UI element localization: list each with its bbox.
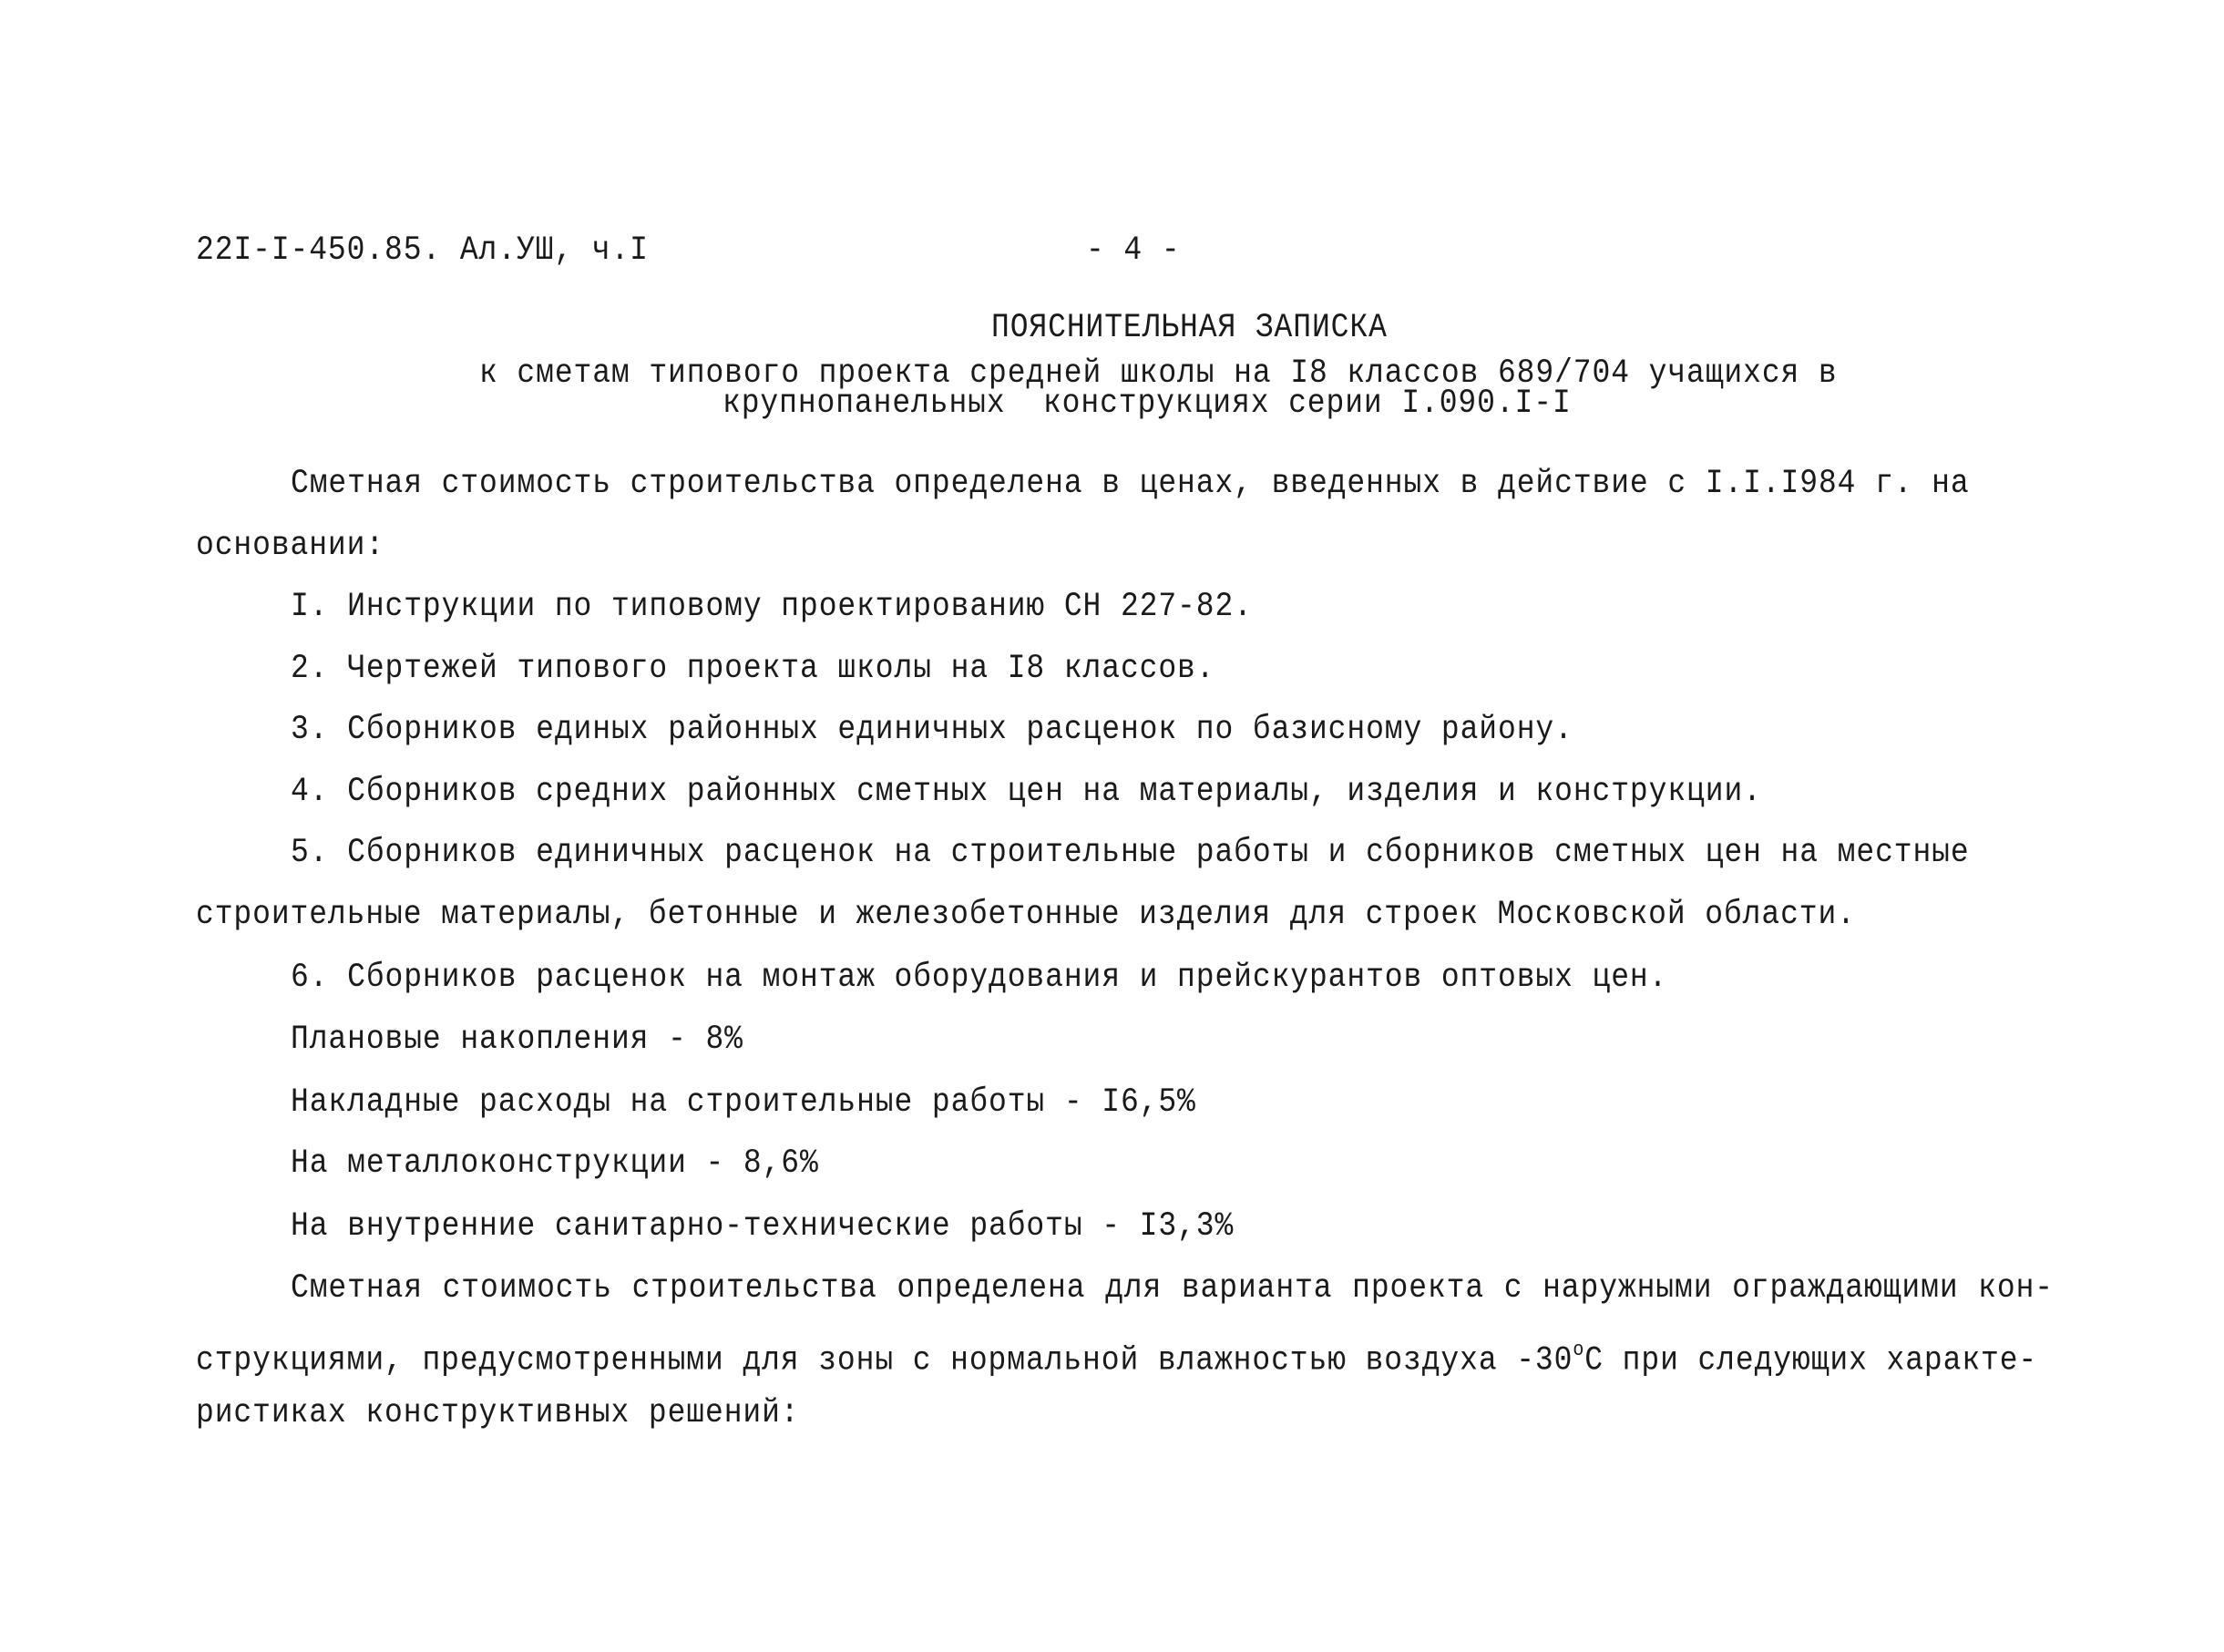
rate-line: На внутренние санитарно-технические работы - I3,3% — [291, 1206, 1235, 1246]
closing-line: ристиках конструктивных решений: — [196, 1393, 800, 1432]
basis-item: строительные материалы, бетонные и железобетонные изделия для строек Московской области. — [196, 895, 1856, 934]
basis-item: 3. Сборников единых районных единичных расценок по базисному району. — [291, 710, 1573, 749]
intro-line: основании: — [196, 526, 385, 565]
basis-item: 6. Сборников расценок на монтаж оборудования и прейскурантов оптовых цен. — [291, 958, 1668, 997]
closing-text: струкциями, предусмотренными для зоны с нормальной влажностью воздуха -30 — [196, 1341, 1573, 1380]
subtitle-line: к сметам типового проекта средней школы на I8 классов 689/704 учащихся в — [479, 354, 1838, 393]
intro-line: Сметная стоимость строительства определена в ценах, введенных в действие с I.I.I984 г. на — [291, 464, 1970, 503]
document-title: ПОЯСНИТЕЛЬНАЯ ЗАПИСКА — [991, 308, 1388, 347]
basis-item: 2. Чертежей типового проекта школы на I8 классов. — [291, 649, 1215, 688]
closing-line — [196, 1330, 2037, 1381]
closing-text: С при следующих характе- — [1584, 1341, 2038, 1380]
basis-item: 4. Сборников средних районных сметных цен на материалы, изделия и конструкции. — [291, 772, 1762, 811]
rate-line: На металлоконструкции - 8,6% — [291, 1144, 819, 1183]
page-number: - 4 - — [1086, 231, 1181, 270]
rate-line: Плановые накопления - 8% — [291, 1020, 743, 1059]
closing-line: Сметная стоимость строительства определена для варианта проекта с наружными ограждающими кон- — [291, 1268, 2054, 1308]
rate-line: Накладные расходы на строительные работы - I6,5% — [291, 1083, 1196, 1122]
subtitle-line: крупнопанельных конструкциях серии I.090.I-I — [723, 384, 1572, 423]
basis-item: 5. Сборников единичных расценок на строительные работы и сборников сметных цен на местные — [291, 833, 1970, 872]
degree-sign: о — [1573, 1338, 1585, 1362]
document-code: 22I-I-450.85. Ал.УШ, ч.I — [196, 231, 649, 270]
basis-item: I. Инструкции по типовому проектированию СН 227-82. — [291, 587, 1253, 626]
